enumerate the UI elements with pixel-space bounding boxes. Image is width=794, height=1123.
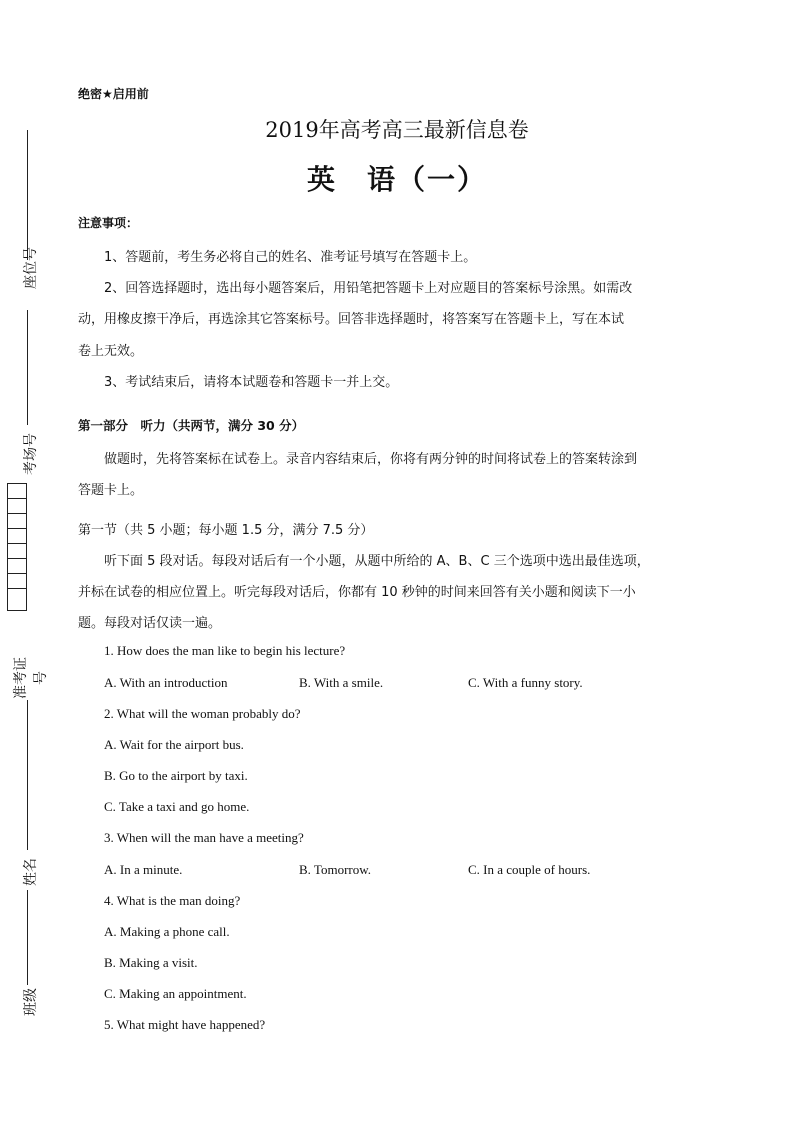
exam-room-label: 考场号: [23, 433, 39, 475]
answer-option: C. In a couple of hours.: [468, 862, 591, 877]
secret-label: 绝密★启用前: [78, 87, 149, 101]
section1-instructions: 并标在试卷的相应位置上。听完每段对话后，你都有 10 秒钟的时间来回答有关小题和阅读下一小: [78, 585, 636, 600]
answer-option: C. Making an appointment.: [104, 986, 247, 1001]
seat-number-label: 座位号: [23, 247, 39, 289]
class-label: 班级: [23, 988, 39, 1016]
question-stem: 1. How does the man like to begin his lecture?: [104, 643, 346, 658]
margin-line: [27, 700, 28, 850]
notice-heading: 注意事项：: [78, 216, 139, 230]
subject-title: 英 语（一）: [306, 163, 487, 196]
answer-option: A. Wait for the airport bus.: [104, 737, 244, 752]
ticket-number-label: 准考证号: [13, 657, 49, 699]
part1-heading: 第一部分 听力（共两节，满分 30 分）: [78, 418, 305, 433]
section1-instructions: 题。每段对话仅读一遍。: [78, 616, 222, 631]
margin-line: [27, 890, 28, 985]
question-stem: 4. What is the man doing?: [104, 893, 241, 908]
notice-item: 动，用橡皮擦干净后，再选涂其它答案标号。回答非选择题时，将答案写在答题卡上，写在本试: [78, 312, 625, 327]
answer-option: B. Making a visit.: [104, 955, 198, 970]
answer-option: C. With a funny story.: [468, 675, 583, 690]
part1-intro: 做题时，先将答案标在试卷上。录音内容结束后，你将有两分钟的时间将试卷上的答案转涂到: [104, 452, 638, 467]
question-stem: 2. What will the woman probably do?: [104, 706, 301, 721]
answer-option: A. In a minute.: [104, 862, 183, 877]
section1-heading: 第一节（共 5 小题；每小题 1.5 分，满分 7.5 分）: [78, 523, 374, 538]
notice-item: 1、答题前，考生务必将自己的姓名、准考证号填写在答题卡上。: [104, 250, 477, 265]
part1-intro: 答题卡上。: [78, 483, 144, 498]
exam-title: 2019年高考高三最新信息卷: [265, 118, 529, 142]
question-stem: 3. When will the man have a meeting?: [104, 830, 304, 845]
answer-option: B. Go to the airport by taxi.: [104, 768, 248, 783]
answer-option: C. Take a taxi and go home.: [104, 799, 250, 814]
section1-instructions: 听下面 5 段对话。每段对话后有一个小题，从题中所给的 A、B、C 三个选项中选出最佳选项，: [104, 554, 650, 569]
notice-item: 2、回答选择题时，选出每小题答案后，用铅笔把答题卡上对应题目的答案标号涂黑。如需改: [104, 281, 633, 296]
answer-option: B. Tomorrow.: [299, 862, 372, 877]
notice-item: 卷上无效。: [78, 344, 144, 359]
question-stem: 5. What might have happened?: [104, 1017, 266, 1032]
margin-line: [27, 310, 28, 425]
answer-option: A. Making a phone call.: [104, 924, 230, 939]
ticket-number-grid: [7, 483, 27, 611]
answer-option: A. With an introduction: [104, 675, 228, 690]
name-label: 姓名: [23, 858, 39, 886]
notice-item: 3、考试结束后，请将本试题卷和答题卡一并上交。: [104, 375, 399, 390]
answer-option: B. With a smile.: [299, 675, 384, 690]
